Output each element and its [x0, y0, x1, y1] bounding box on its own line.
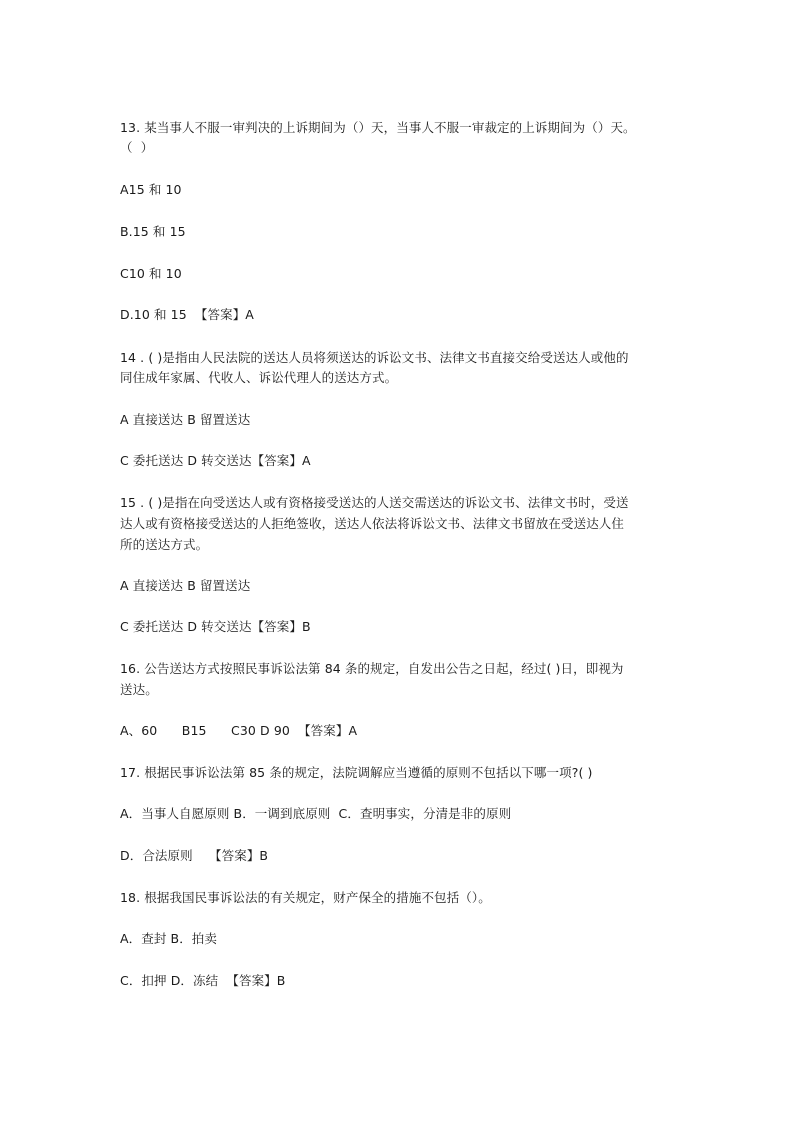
- q13-option-b: B.15 和 15: [120, 224, 186, 239]
- q13-option-a: A15 和 10: [120, 182, 182, 197]
- q15-options-cd-answer: C 委托送达 D 转交送达【答案】B: [120, 619, 311, 634]
- q14-options-ab: A 直接送达 B 留置送达: [120, 412, 251, 427]
- q17-option-d-answer: D．合法原则 【答案】B: [120, 848, 269, 863]
- q15-stem-line-2: 达人或有资格接受送达的人拒绝签收，送达人依法将诉讼文书、法律文书留放在受送达人住: [120, 516, 625, 531]
- q17-stem: 17. 根据民事诉讼法第 85 条的规定，法院调解应当遵循的原则不包括以下哪一项?( ): [120, 765, 593, 780]
- q18-options-cd-answer: C．扣押 D．冻结 【答案】B: [120, 973, 286, 988]
- q18-options-ab: A．查封 B．拍卖: [120, 931, 218, 946]
- q16-stem-line-2: 送达。: [120, 682, 158, 697]
- q18-stem: 18. 根据我国民事诉讼法的有关规定，财产保全的措施不包括（）。: [120, 890, 491, 905]
- q16-options-answer: A、60 B15 C30 D 90 【答案】A: [120, 723, 358, 738]
- q15-stem-line-3: 所的送达方式。: [120, 537, 209, 552]
- q14-stem-line-1: 14 . ( )是指由人民法院的送达人员将须送达的诉讼文书、法律文书直接交给受送达人或他的: [120, 350, 629, 365]
- q13-option-c: C10 和 10: [120, 266, 182, 281]
- q15-stem-line-1: 15 . ( )是指在向受送达人或有资格接受送达的人送交需送达的诉讼文书、法律文书时，受送: [120, 495, 629, 510]
- q17-options-abc: A．当事人自愿原则 B．一调到底原则 C．查明事实，分清是非的原则: [120, 806, 512, 821]
- q14-stem-line-2: 同住成年家属、代收人、诉讼代理人的送达方式。: [120, 370, 398, 385]
- q14-options-cd-answer: C 委托送达 D 转交送达【答案】A: [120, 453, 311, 468]
- q15-options-ab: A 直接送达 B 留置送达: [120, 578, 251, 593]
- q13-stem-line-2: （ ）: [120, 140, 154, 155]
- q13-stem-line-1: 13. 某当事人不服一审判决的上诉期间为（）天，当事人不服一审裁定的上诉期间为（）天。: [120, 120, 636, 135]
- q16-stem-line-1: 16. 公告送达方式按照民事诉讼法第 84 条的规定，自发出公告之日起，经过( )日，即视为: [120, 661, 624, 676]
- q13-option-d-answer: D.10 和 15 【答案】A: [120, 307, 254, 322]
